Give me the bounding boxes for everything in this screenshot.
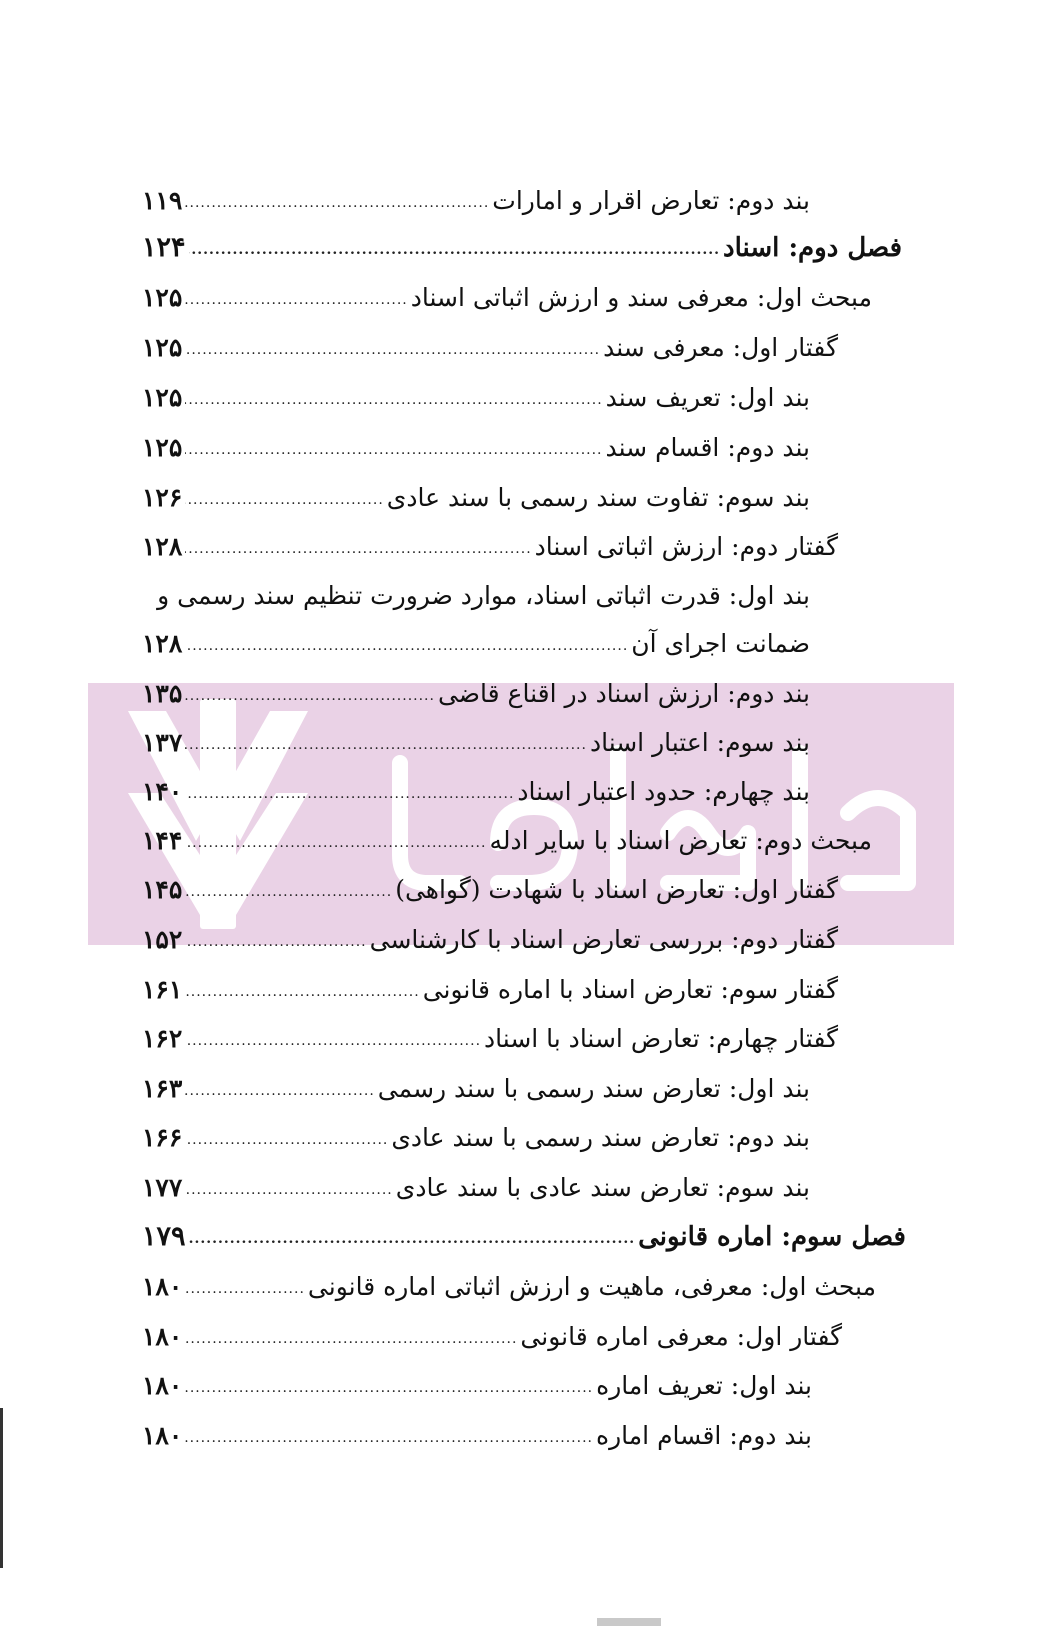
toc-entry-page: ۱۳۷: [142, 728, 183, 757]
toc-entry-page: ۱۲۴: [142, 232, 186, 263]
page-edge-mark: [0, 1408, 3, 1568]
toc-entry-page: ۱۶۶: [142, 1123, 183, 1152]
dot-leader: [185, 325, 600, 371]
toc-entry-page: ۱۶۲: [142, 1024, 183, 1053]
toc-entry: [142, 1066, 810, 1112]
dot-leader: [185, 475, 384, 521]
dot-leader: [185, 524, 531, 570]
dot-leader: [185, 621, 628, 667]
toc-entry-title: بند اول: تعریف سند: [605, 383, 810, 412]
toc-entry-page: ۱۲۸: [142, 629, 183, 658]
toc-entry-title: مبحث اول: معرفی سند و ارزش اثباتی اسناد: [410, 283, 872, 312]
toc-entry-page: ۱۲۸: [142, 532, 183, 561]
toc-entry-title: گفتار سوم: تعارض اسناد با اماره قانونی: [422, 975, 838, 1004]
footer-bar: [597, 1618, 661, 1626]
toc-entry: [142, 1314, 842, 1360]
toc-entry: [142, 524, 838, 570]
toc-entry-title: مبحث دوم: تعارض اسناد با سایر ادله: [489, 826, 872, 855]
toc-chapter-entry: [142, 1214, 906, 1260]
toc-entry: [142, 1165, 810, 1211]
dot-leader: [185, 1165, 392, 1211]
toc-entry: [142, 425, 810, 471]
toc-entry-page: ۱۵۲: [142, 925, 183, 954]
toc-entry: [142, 1264, 876, 1310]
dot-leader: [185, 769, 514, 815]
dot-leader: [185, 917, 366, 963]
dot-leader: [185, 1115, 388, 1161]
dot-leader: [185, 818, 486, 864]
toc-entry-page: ۱۸۰: [142, 1421, 183, 1450]
toc-entry-page: ۱۸۰: [142, 1322, 183, 1351]
toc-entry: [142, 325, 838, 371]
dot-leader: [185, 1066, 374, 1112]
toc-entry-title: بند چهارم: حدود اعتبار اسناد: [517, 777, 810, 806]
toc-entry: [142, 475, 810, 521]
dot-leader: [185, 867, 392, 913]
toc-entry-title: بند سوم: تعارض سند عادی با سند عادی: [395, 1173, 810, 1202]
dot-leader: [185, 425, 602, 471]
toc-entry-continued: [142, 573, 810, 619]
toc-entry-page: ۱۲۶: [142, 483, 183, 512]
toc-entry-page: ۱۲۵: [142, 433, 183, 462]
dot-leader: [185, 1264, 305, 1310]
toc-entry-title: بند سوم: اعتبار اسناد: [589, 728, 810, 757]
dot-leader: [185, 671, 435, 717]
toc-entry-title: مبحث اول: معرفی، ماهیت و ارزش اثباتی اماره قانونی: [307, 1272, 876, 1301]
toc-entry-title: بند سوم: تفاوت سند رسمی با سند عادی: [386, 483, 810, 512]
toc-entry: [142, 769, 810, 815]
toc-entry: [142, 867, 838, 913]
dot-leader: [185, 1314, 517, 1360]
toc-entry-title: فصل سوم: اماره قانونی: [638, 1222, 906, 1252]
toc-entry-title: بند دوم: تعارض سند رسمی با سند عادی: [391, 1123, 810, 1152]
toc-entry-page: ۱۷۹: [142, 1221, 186, 1252]
toc-entry-page: ۱۶۱: [142, 975, 183, 1004]
dot-leader: [185, 275, 407, 321]
toc-entry-title: ضمانت اجرای آن: [631, 629, 810, 658]
dot-leader: [189, 1214, 636, 1260]
dot-leader: [189, 225, 721, 271]
dot-leader: [185, 720, 587, 766]
toc-entry: [142, 1413, 812, 1459]
toc-entry-title: فصل دوم: اسناد: [723, 233, 902, 263]
toc-entry-title: بند اول: تعارض سند رسمی با سند رسمی: [377, 1074, 810, 1103]
toc-entry-page: ۱۴۴: [142, 826, 183, 855]
toc-entry-title: گفتار دوم: بررسی تعارض اسناد با کارشناسی: [369, 925, 838, 954]
toc-entry-title: گفتار دوم: ارزش اثباتی اسناد: [534, 532, 838, 561]
toc-entry-title: گفتار اول: تعارض اسناد با شهادت (گواهی): [395, 875, 838, 904]
toc-entry: [142, 967, 838, 1013]
toc-entry: [142, 818, 872, 864]
toc-entry-title: بند اول: قدرت اثباتی اسناد، موارد ضرورت تنظیم سند رسمی و: [157, 581, 810, 610]
toc-entry: [142, 275, 872, 321]
toc-entry-page: ۱۸۰: [142, 1272, 183, 1301]
toc-entry-page: ۱۲۵: [142, 333, 183, 362]
toc-entry-page: ۱۲۵: [142, 283, 183, 312]
toc-entry: [142, 1363, 812, 1409]
toc-entry: [142, 1016, 838, 1062]
toc-entry-title: گفتار اول: معرفی سند: [603, 333, 838, 362]
toc-entry-title: گفتار چهارم: تعارض اسناد با اسناد: [484, 1024, 838, 1053]
toc-entry-title: گفتار اول: معرفی اماره قانونی: [520, 1322, 842, 1351]
toc-entry-title: بند دوم: ارزش اسناد در اقناع قاضی: [437, 679, 810, 708]
toc-entry: [142, 375, 810, 421]
toc-chapter-entry: [142, 225, 902, 271]
toc-entry-page: ۱۶۳: [142, 1074, 183, 1103]
toc-entry: [142, 671, 810, 717]
toc-entry-page: ۱۴۵: [142, 875, 183, 904]
toc-entry-page: ۱۲۵: [142, 383, 183, 412]
toc-entry-title: بند دوم: تعارض اقرار و امارات: [492, 186, 810, 215]
dot-leader: [185, 967, 419, 1013]
toc-entry: [142, 917, 838, 963]
dot-leader: [185, 178, 489, 224]
dot-leader: [185, 1016, 481, 1062]
dot-leader: [185, 1413, 593, 1459]
toc-entry-title: بند دوم: اقسام سند: [605, 433, 810, 462]
toc-entry-page: ۱۸۰: [142, 1371, 183, 1400]
toc-entry-page: ۱۳۵: [142, 679, 183, 708]
toc-entry: [142, 178, 810, 224]
toc-entry: [142, 1115, 810, 1161]
toc-entry-title: بند اول: تعریف اماره: [596, 1371, 812, 1400]
toc-entry-page: ۱۷۷: [142, 1173, 183, 1202]
dot-leader: [185, 1363, 593, 1409]
toc-entry: [142, 720, 810, 766]
dot-leader: [185, 375, 602, 421]
toc-entry: [142, 621, 810, 667]
toc-entry-title: بند دوم: اقسام اماره: [596, 1421, 812, 1450]
toc-entry-page: ۱۴۰: [142, 777, 183, 806]
toc-entry-page: ۱۱۹: [142, 186, 183, 215]
